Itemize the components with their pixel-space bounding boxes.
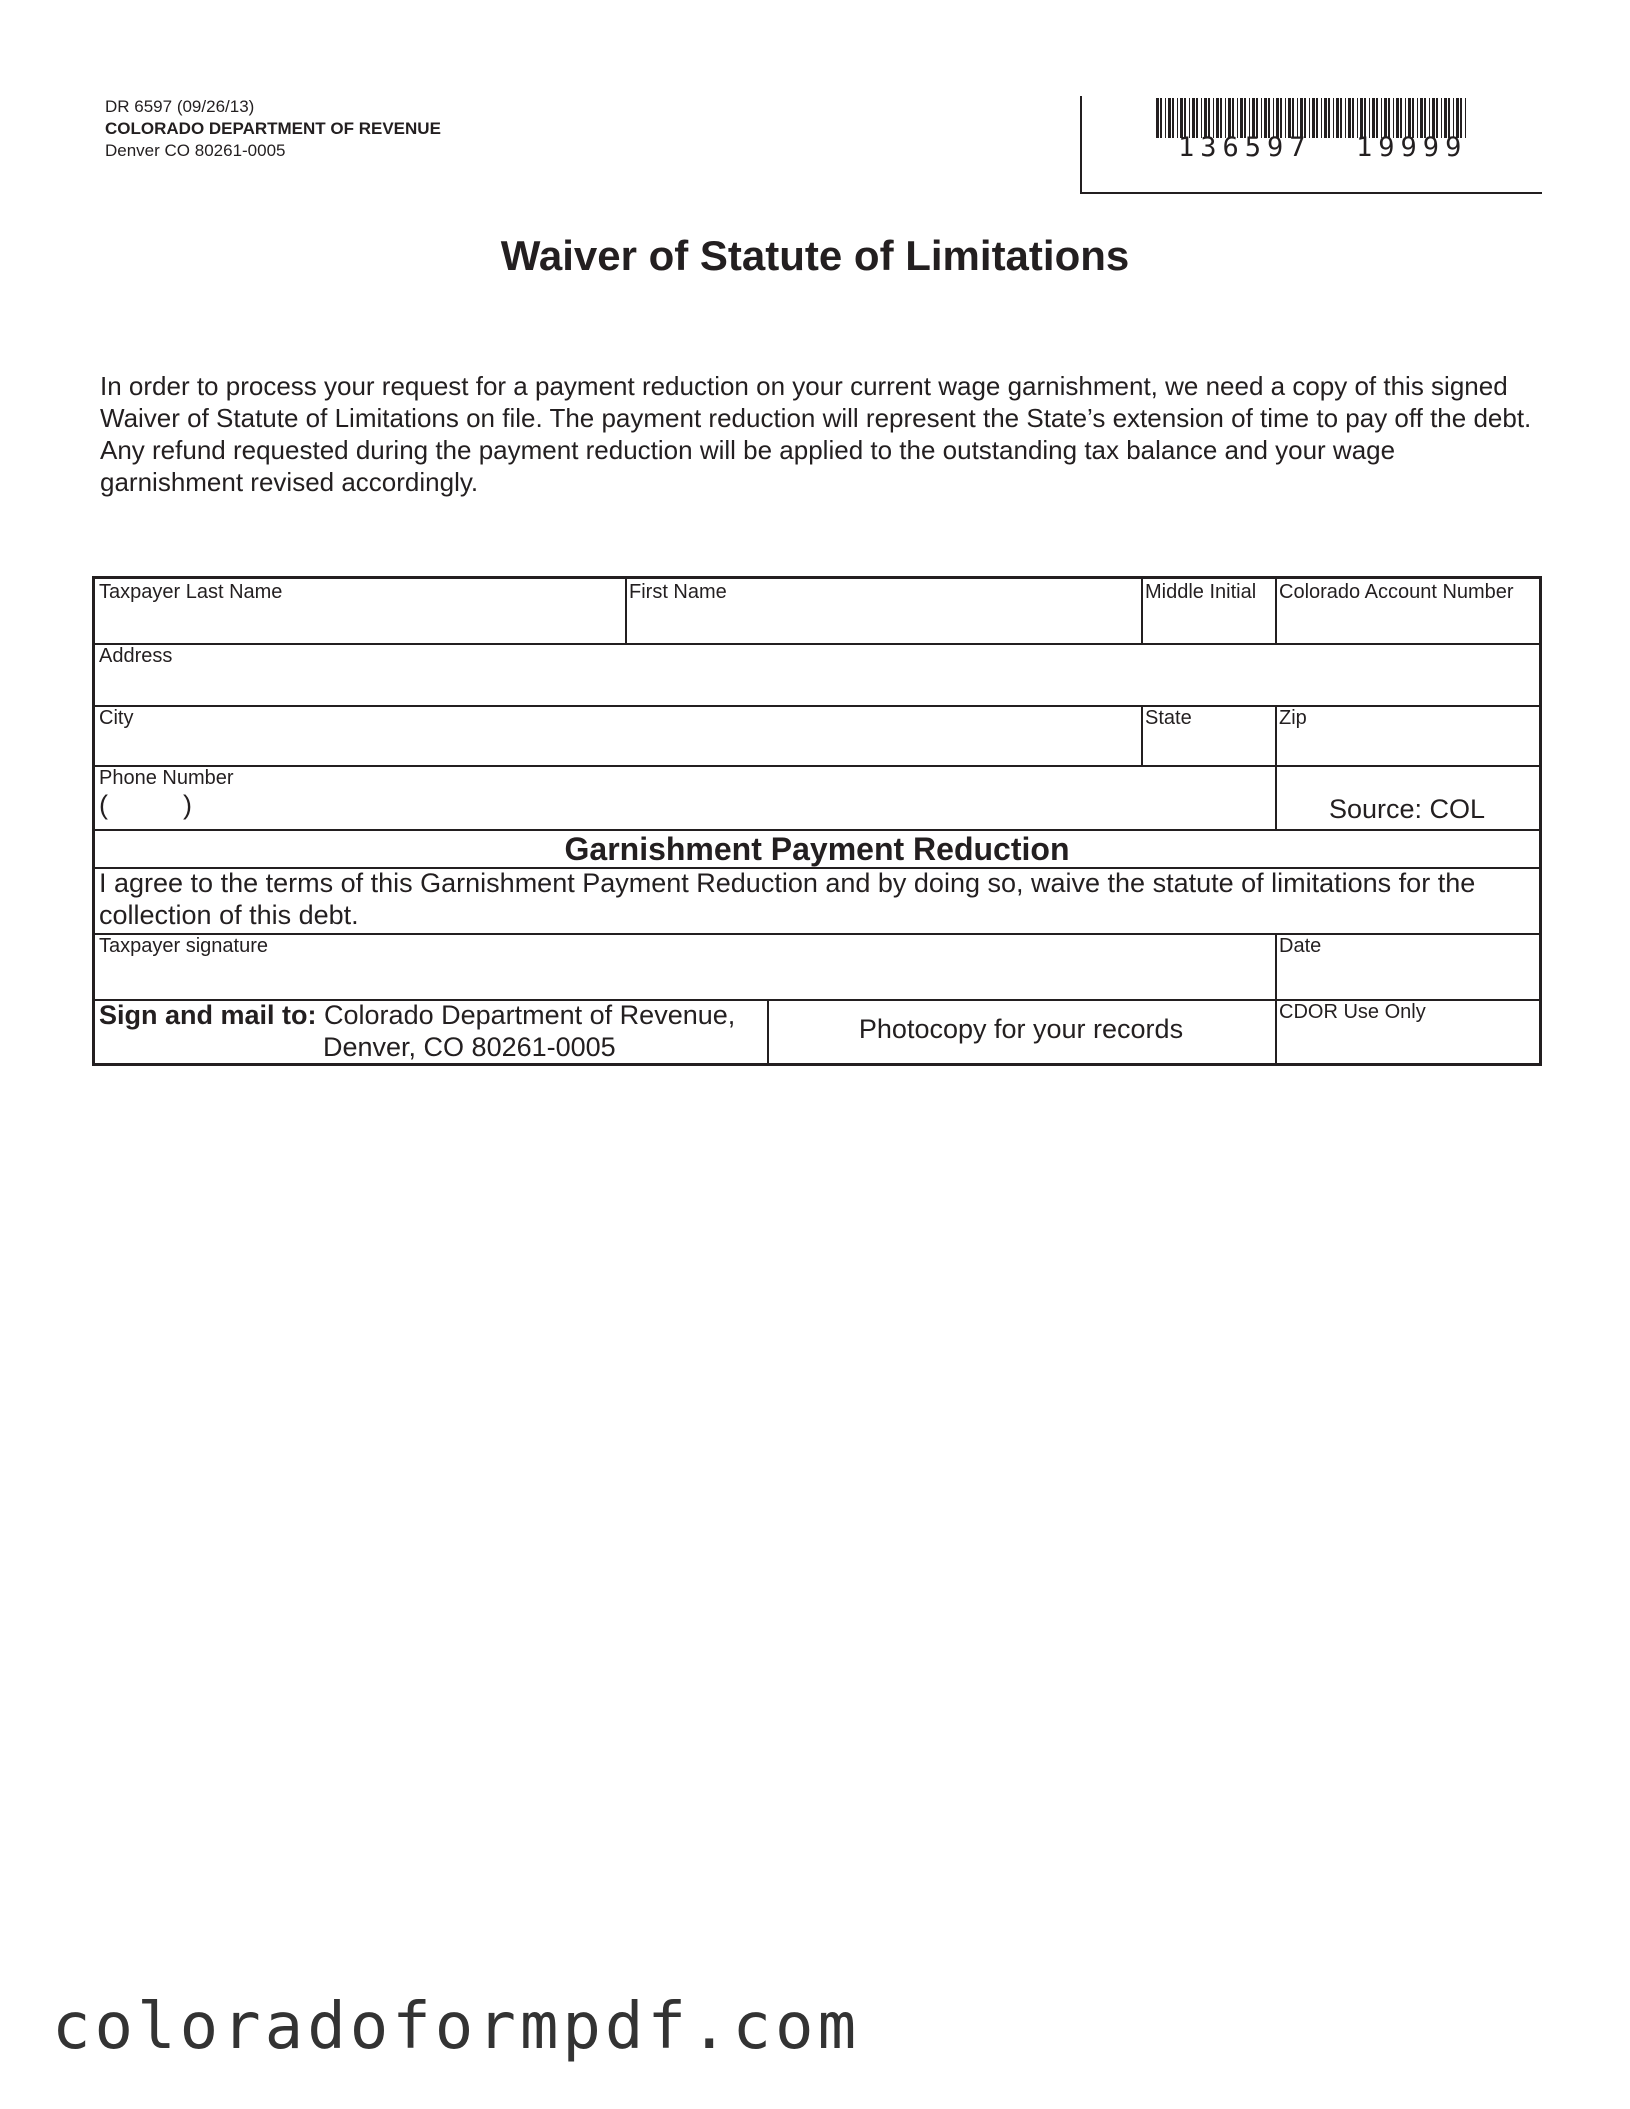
cdor-label: CDOR Use Only	[1279, 1001, 1426, 1023]
intro-paragraph-1: In order to process your request for a payment reduction on your current wage garnishment, we need a copy of this signed Waiver of Statute of Limitations on file. The payment reduction will represent the State’s extension of time to pay off the debt.	[100, 371, 1532, 433]
mail-address-line2: Denver, CO 80261-0005	[323, 1032, 616, 1062]
form-number: DR 6597 (09/26/13)	[105, 97, 255, 116]
middle-initial-field[interactable]	[1141, 579, 1275, 643]
city-field[interactable]	[95, 705, 1141, 765]
taxpayer-form	[92, 576, 1542, 1066]
agreement-text: I agree to the terms of this Garnishment Payment Reduction and by doing so, waive the statute of limitations for the collection of this debt.	[99, 868, 1476, 930]
page-title: Waiver of Statute of Limitations	[500, 232, 1130, 279]
intro-paragraph-2: Any refund requested during the payment reduction will be applied to the outstanding tax balance and your wage garnishment revised accordingly.	[100, 435, 1396, 497]
last-name-label: Taxpayer Last Name	[99, 581, 283, 603]
mail-address-line1: Colorado Department of Revenue,	[324, 1000, 736, 1030]
middle-initial-label: Middle Initial	[1145, 581, 1257, 603]
state-label: State	[1145, 707, 1192, 729]
divider	[1141, 579, 1143, 643]
zip-field[interactable]	[1275, 705, 1539, 765]
account-number-field[interactable]	[1275, 579, 1539, 643]
phone-label: Phone Number	[99, 767, 234, 789]
watermark: coloradoformpdf.com	[52, 1990, 861, 2064]
divider	[767, 999, 769, 1063]
state-field[interactable]	[1141, 705, 1275, 765]
first-name-field[interactable]	[625, 579, 1141, 643]
form-header	[105, 96, 441, 162]
cdor-use-field	[1275, 999, 1539, 1063]
zip-label: Zip	[1279, 707, 1307, 729]
mail-to-block	[95, 999, 767, 1063]
account-number-label: Colorado Account Number	[1279, 581, 1514, 603]
divider	[1275, 579, 1277, 643]
last-name-field[interactable]	[95, 579, 625, 643]
divider	[625, 579, 627, 643]
signature-label: Taxpayer signature	[99, 935, 268, 957]
department-address: Denver CO 80261-0005	[105, 141, 286, 160]
photocopy-text: Photocopy for your records	[858, 1014, 1184, 1044]
signature-field[interactable]	[95, 933, 1275, 999]
intro-text	[100, 370, 1540, 498]
phone-format: ( )	[99, 790, 192, 820]
barcode-number: 136597 19999	[1178, 132, 1468, 163]
department-name: COLORADO DEPARTMENT OF REVENUE	[105, 119, 441, 138]
city-label: City	[99, 707, 134, 729]
address-field[interactable]	[95, 643, 1539, 705]
address-label: Address	[99, 645, 173, 667]
divider	[1141, 705, 1143, 765]
divider	[1275, 933, 1277, 999]
divider	[1275, 765, 1277, 829]
divider	[1275, 999, 1277, 1063]
date-label: Date	[1279, 935, 1322, 957]
barcode-box	[1080, 96, 1542, 194]
source-text: Source: COL	[1328, 794, 1486, 824]
section-title: Garnishment Payment Reduction	[564, 831, 1070, 867]
divider	[1275, 705, 1277, 765]
first-name-label: First Name	[629, 581, 727, 603]
phone-field[interactable]	[95, 765, 1275, 829]
date-field[interactable]	[1275, 933, 1539, 999]
mail-label: Sign and mail to:	[99, 1000, 317, 1030]
